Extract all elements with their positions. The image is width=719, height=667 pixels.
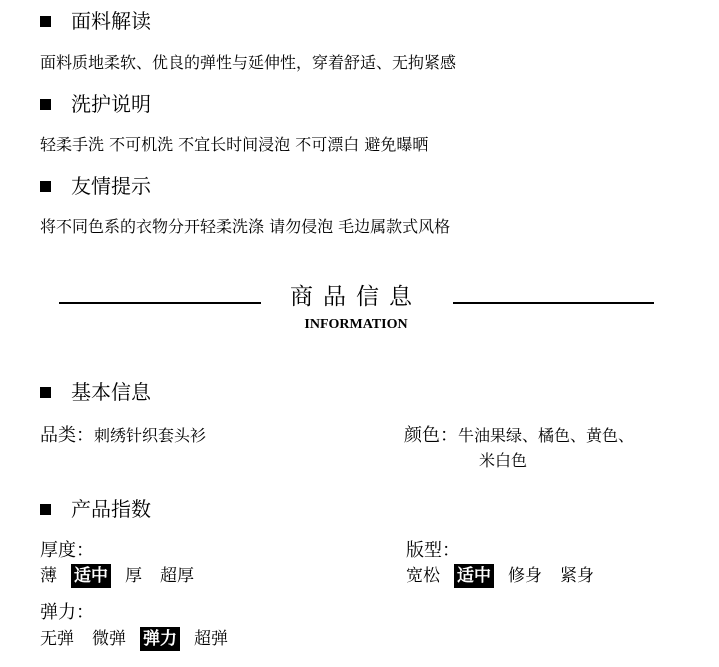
option: 薄 bbox=[40, 566, 57, 586]
section-title: 基本信息 bbox=[71, 380, 151, 404]
color-row bbox=[404, 425, 634, 447]
option: 微弹 bbox=[92, 629, 126, 649]
thickness-label: 厚度： bbox=[40, 540, 94, 561]
tips-text: 将不同色系的衣物分开轻柔洗涤 请勿侵泡 毛边属款式风格 bbox=[40, 217, 451, 236]
category-row bbox=[40, 425, 206, 447]
square-bullet-icon bbox=[40, 99, 51, 110]
section-title: 友情提示 bbox=[71, 174, 151, 198]
option: 超弹 bbox=[194, 629, 228, 649]
selected-option: 适中 bbox=[454, 564, 494, 588]
option: 厚 bbox=[125, 566, 142, 586]
section-heading-tips bbox=[40, 174, 151, 198]
section-heading-fabric bbox=[40, 9, 151, 33]
option: 宽松 bbox=[406, 566, 440, 586]
fit-options bbox=[406, 564, 608, 588]
section-title: 洗护说明 bbox=[71, 92, 151, 116]
color-row-continued bbox=[479, 450, 527, 472]
thickness-options bbox=[40, 564, 208, 588]
option: 修身 bbox=[508, 566, 542, 586]
square-bullet-icon bbox=[40, 387, 51, 398]
category-label: 品类： bbox=[40, 425, 94, 446]
square-bullet-icon bbox=[40, 504, 51, 515]
option: 无弹 bbox=[40, 629, 74, 649]
fabric-description: 面料质地柔软、优良的弹性与延伸性，穿着舒适、无拘紧感 bbox=[40, 53, 457, 72]
section-heading-indices bbox=[40, 497, 151, 521]
selected-option: 适中 bbox=[71, 564, 111, 588]
section-title: 产品指数 bbox=[71, 497, 151, 521]
care-instructions: 轻柔手洗 不可机洗 不宜长时间浸泡 不可漂白 避免曝晒 bbox=[40, 135, 429, 154]
square-bullet-icon bbox=[40, 16, 51, 27]
elasticity-label: 弹力： bbox=[40, 602, 94, 623]
color-value: 牛油果绿、橘色、黄色、 bbox=[458, 426, 635, 445]
color-value-continued: 米白色 bbox=[479, 451, 528, 470]
section-heading-basic bbox=[40, 380, 151, 404]
selected-option: 弹力 bbox=[140, 627, 180, 651]
option: 紧身 bbox=[560, 566, 594, 586]
option: 超厚 bbox=[160, 566, 194, 586]
section-heading-care bbox=[40, 92, 151, 116]
category-value: 刺绣针织套头衫 bbox=[94, 426, 207, 445]
info-title: 商品信息 bbox=[290, 284, 422, 310]
color-label: 颜色： bbox=[404, 425, 458, 446]
square-bullet-icon bbox=[40, 181, 51, 192]
section-title: 面料解读 bbox=[71, 9, 151, 33]
elasticity-options bbox=[40, 627, 242, 651]
fit-label: 版型： bbox=[406, 540, 460, 561]
info-subtitle: INFORMATION bbox=[304, 317, 408, 332]
